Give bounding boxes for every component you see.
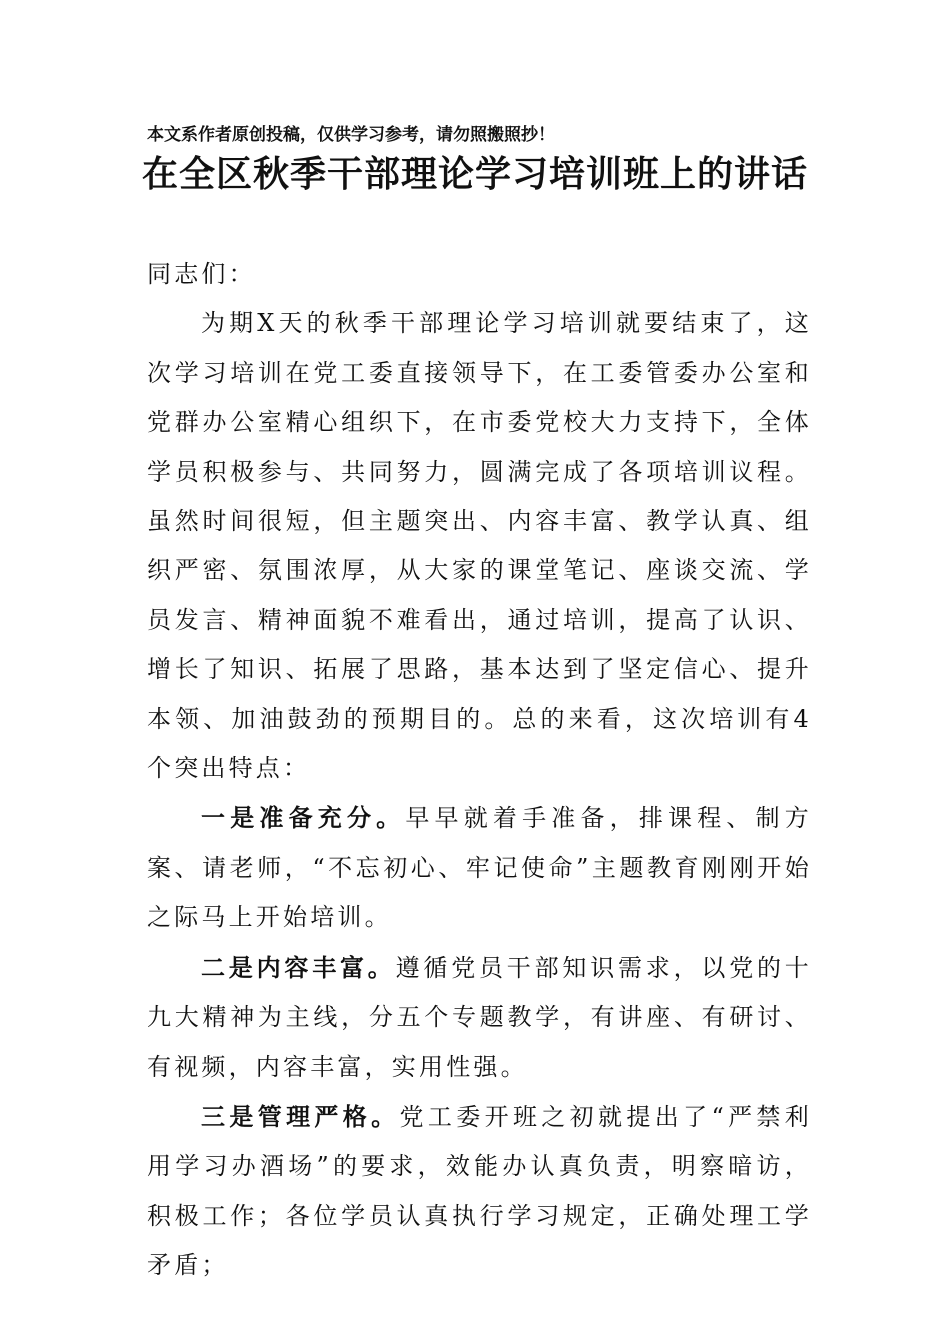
salutation: 同志们： — [147, 260, 256, 288]
copyright-notice: 本文系作者原创投稿，仅供学习参考，请勿照搬照抄！ — [147, 125, 555, 145]
point-2-lead: 二是内容丰富。 — [201, 952, 396, 982]
paragraph-point-2 — [147, 943, 812, 1092]
paragraph-intro: 为期X天的秋季干部理论学习培训就要结束了，这次学习培训在党工委直接领导下，在工委管委办公室和党群办公室精心组织下，在市委党校大力支持下，全体学员积极参与、共同努力，圆满完成了各项培训议程。虽然时间很短，但主题突出、内容丰富、教学认真、组织严密、氛围浓厚，从大家的课堂笔记、座谈交流、学员发言、精神面貌不难看出，通过培训，提高了认识、增长了知识、拓展了思路，基本达到了坚定信心、提升本领、加油鼓劲的预期目的。总的来看，这次培训有4个突出特点： — [147, 309, 812, 783]
speech-body — [147, 250, 812, 1291]
point-1-lead: 一是准备充分。 — [201, 803, 406, 833]
point-3-lead: 三是管理严格。 — [201, 1101, 400, 1131]
paragraph-point-3 — [147, 1092, 812, 1291]
speech-title: 在全区秋季干部理论学习培训班上的讲话 — [141, 153, 808, 195]
paragraph-point-1 — [147, 793, 812, 942]
point-3-text: 党工委开班之初就提出了“严禁利用学习办酒场”的要求，效能办认真负责，明察暗访，积极工作；各位学员认真执行学习规定，正确处理工学矛盾； — [147, 1102, 812, 1280]
point-2-text: 遵循党员干部知识需求，以党的十九大精神为主线，分五个专题教学，有讲座、有研讨、有视频，内容丰富，实用性强。 — [147, 953, 813, 1081]
point-1-text: 早早就着手准备，排课程、制方案、请老师，“不忘初心、牢记使命”主题教育刚刚开始之际马上开始培训。 — [147, 804, 812, 932]
